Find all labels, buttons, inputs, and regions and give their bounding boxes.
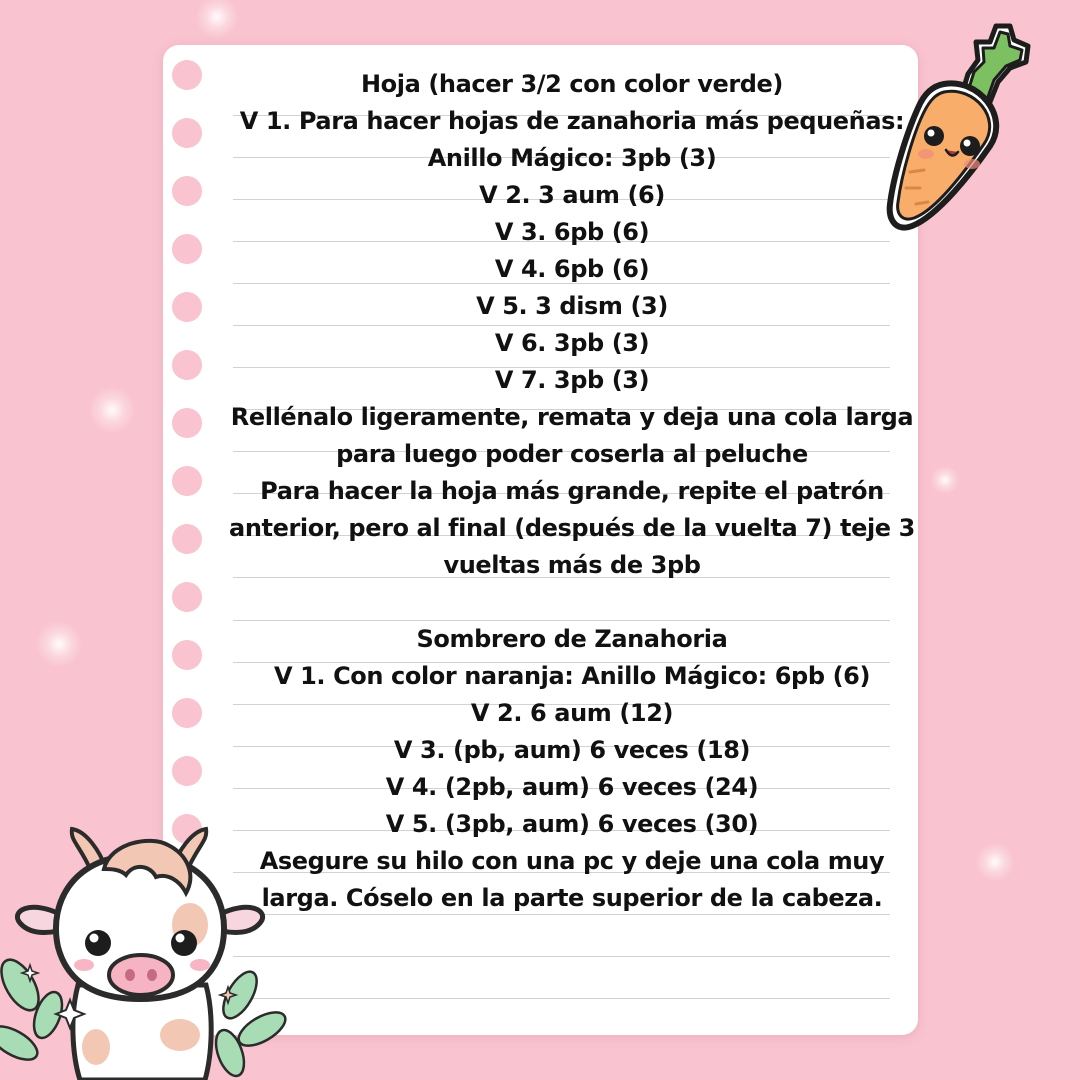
pattern-line: V 2. 6 aum (12) — [470, 699, 674, 727]
binder-hole — [172, 582, 202, 612]
crochet-pattern-text — [222, 66, 922, 917]
pattern-line: Para hacer la hoja más grande, repite el patrón — [260, 477, 884, 505]
pattern-line: V 3. (pb, aum) 6 veces (18) — [393, 736, 751, 764]
background-sparkle — [88, 386, 136, 434]
background-sparkle — [975, 842, 1015, 882]
background-sparkle — [195, 0, 239, 39]
binder-hole — [172, 292, 202, 322]
ruled-line — [233, 998, 890, 999]
pattern-line: para luego poder coserla al peluche — [336, 440, 808, 468]
pattern-line: V 7. 3pb (3) — [494, 366, 650, 394]
binder-hole — [172, 60, 202, 90]
pattern-line: Asegure su hilo con una pc y deje una cola muy — [259, 847, 885, 875]
pattern-line: V 4. (2pb, aum) 6 veces (24) — [385, 773, 759, 801]
pattern-line: Anillo Mágico: 3pb (3) — [427, 144, 717, 172]
pattern-line: Rellénalo ligeramente, remata y deja una cola larga — [230, 403, 914, 431]
ruled-line — [233, 956, 890, 957]
binder-hole — [172, 756, 202, 786]
pattern-line: V 1. Para hacer hojas de zanahoria más pequeñas: — [239, 107, 905, 135]
pattern-line: V 3. 6pb (6) — [494, 218, 650, 246]
section-title-carrot-hat: Sombrero de Zanahoria — [416, 625, 728, 653]
binder-hole — [172, 234, 202, 264]
background-sparkle — [930, 465, 960, 495]
cow-sticker-icon — [0, 815, 300, 1080]
binder-hole — [172, 176, 202, 206]
background-sparkle — [35, 620, 83, 668]
binder-hole — [172, 698, 202, 728]
binder-hole — [172, 118, 202, 148]
pattern-line: V 5. (3pb, aum) 6 veces (30) — [385, 810, 759, 838]
pattern-line: vueltas más de 3pb — [443, 551, 701, 579]
blank-line — [222, 584, 922, 621]
pattern-line: V 4. 6pb (6) — [494, 255, 650, 283]
binder-hole — [172, 408, 202, 438]
pattern-line: V 6. 3pb (3) — [494, 329, 650, 357]
pattern-line: larga. Cóselo en la parte superior de la cabeza. — [261, 884, 883, 912]
pattern-line: anterior, pero al final (después de la vuelta 7) teje 3 — [229, 514, 915, 542]
pattern-line: V 2. 3 aum (6) — [479, 181, 665, 209]
pattern-line: V 5. 3 dism (3) — [476, 292, 668, 320]
binder-hole — [172, 466, 202, 496]
binder-hole — [172, 524, 202, 554]
section-title-leaf: Hoja (hacer 3/2 con color verde) — [361, 70, 783, 98]
binder-hole — [172, 350, 202, 380]
binder-hole — [172, 640, 202, 670]
pattern-line: V 1. Con color naranja: Anillo Mágico: 6pb (6) — [273, 662, 871, 690]
carrot-sticker-icon — [880, 12, 1040, 237]
